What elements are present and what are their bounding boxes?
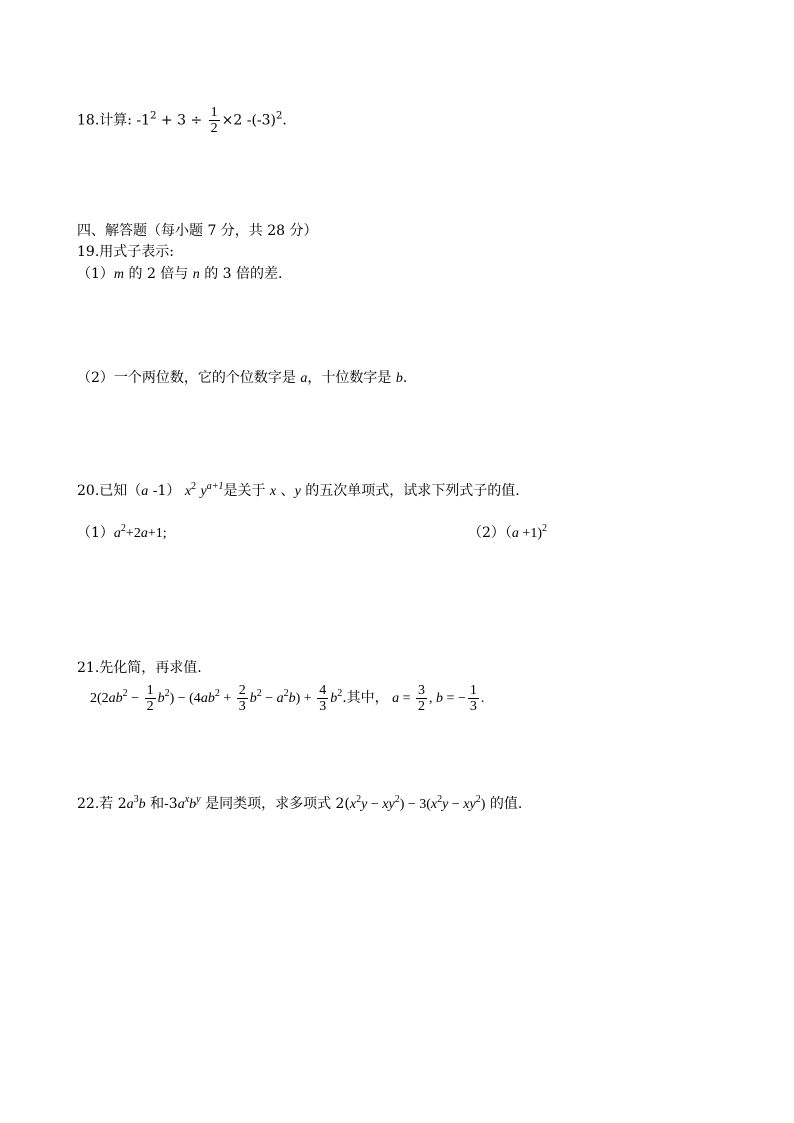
q20-y-exp: a+1	[206, 481, 224, 492]
q21-f1n: 1	[146, 683, 154, 699]
q18-exp2: 2	[276, 110, 283, 122]
q20-label: 20.已知（	[77, 483, 142, 499]
q21-f4n: 3	[418, 683, 426, 699]
q20-var-x: x	[184, 484, 192, 499]
q21-end: .	[480, 691, 485, 706]
q22-label: 22.若 2	[77, 796, 127, 812]
q21-e4v: b	[249, 691, 257, 706]
q21-f2n: 2	[238, 683, 246, 699]
q21-f4d: 2	[418, 699, 426, 715]
q21-frac-1	[145, 683, 156, 714]
q20-p2-exp: 2	[541, 523, 547, 534]
q22-t3: x	[430, 797, 438, 812]
q21-e5m: ) +	[295, 691, 316, 706]
q22-b2: b	[189, 797, 197, 812]
q22-t1: x	[349, 797, 357, 812]
q19-p1-mid: 的 2 倍与	[124, 266, 193, 282]
q21-eq1: =	[399, 691, 415, 706]
q21-frac-2	[237, 683, 248, 714]
question-21-expression	[90, 680, 484, 717]
q22-t4: xy	[463, 797, 476, 812]
q18-label: 18.	[77, 112, 100, 129]
q19-p1-end: 的 3 倍的差.	[199, 266, 283, 282]
q21-comma: ,	[429, 691, 437, 706]
q22-t2: xy	[382, 797, 395, 812]
q20-p2-a: a	[511, 526, 519, 541]
q20-minus: -1）	[148, 483, 181, 499]
q21-f5d: 3	[469, 699, 477, 715]
q22-a2: a	[177, 797, 185, 812]
q21-e1x: 2	[122, 688, 128, 699]
question-20	[77, 482, 520, 501]
q21-e1v: ab	[108, 691, 123, 706]
q21-e1m: −	[127, 691, 143, 706]
q22-t3y: y	[442, 797, 449, 812]
q22-t1m: −	[367, 797, 383, 812]
q20-text: 是关于	[223, 483, 270, 499]
q21-e3v: ab	[200, 691, 215, 706]
q22-a2x: x	[184, 794, 190, 805]
q21-e3x: 2	[214, 688, 220, 699]
q21-e6t: .其中，	[342, 690, 389, 706]
q20-p1-a: a	[113, 526, 121, 541]
q21-f2d: 3	[238, 699, 246, 715]
q21-e3m: +	[219, 691, 235, 706]
q22-b2x: y	[196, 794, 201, 805]
q21-e5v: a	[276, 691, 284, 706]
question-20-part1	[77, 524, 167, 543]
q20-p2-label: （2）（	[468, 525, 512, 541]
question-22	[77, 795, 522, 814]
question-19-part1	[77, 265, 282, 284]
q20-sep: 、	[276, 483, 295, 499]
q19-p2-prefix: （2）一个两位数，它的个位数字是	[77, 370, 301, 386]
q22-t4e: )	[480, 797, 486, 812]
q20-rest: 的五次单项式，试求下列式子的值.	[300, 483, 520, 499]
q22-end: 的值.	[485, 796, 523, 812]
q22-mid: 是同类项，求多项式 2(	[200, 796, 350, 812]
question-21-label: 21.先化简，再求值.	[77, 660, 202, 676]
q20-p1-label: （1）	[77, 525, 114, 541]
q21-e6x: 2	[337, 688, 343, 699]
q21-frac-3	[317, 683, 328, 714]
q19-p1-prefix: （1）	[77, 266, 114, 282]
q21-e4x: 2	[256, 688, 262, 699]
q19-var-n: n	[192, 267, 200, 282]
q18-part3: ×2 -(-3)	[221, 112, 277, 129]
q21-f3d: 3	[319, 699, 327, 715]
q19-p2-mid: ，十位数字是	[307, 370, 396, 386]
q21-e2m: ) − (4	[169, 691, 201, 706]
q18-frac-den: 2	[210, 121, 218, 136]
q22-a1x: 3	[133, 794, 139, 805]
q20-x-exp: 2	[191, 481, 197, 492]
q21-vb: b	[436, 691, 444, 706]
q22-t2e: ) − 3(	[399, 797, 431, 812]
q21-f5n: 1	[469, 683, 477, 699]
question-19-label: 19.用式子表示:	[77, 244, 174, 260]
q18-part2: + 3 ÷	[156, 112, 207, 129]
section-4-title: 四、解答题（每小题 7 分，共 28 分）	[77, 223, 318, 239]
q22-b1: b	[138, 797, 146, 812]
q21-e6v: b	[330, 691, 338, 706]
q21-va: a	[392, 691, 400, 706]
q20-p1-a2: a	[140, 526, 148, 541]
q21-eq2: = −	[443, 691, 466, 706]
q20-vx: x	[269, 484, 277, 499]
q20-p1-rest: +2	[125, 526, 141, 541]
q21-e5v2: b	[288, 691, 296, 706]
question-18	[77, 105, 287, 136]
q18-exp1: 2	[150, 110, 157, 122]
question-20-part2	[468, 524, 547, 543]
q19-var-b: b	[395, 371, 403, 386]
q22-t2x: 2	[394, 794, 400, 805]
q22-t1y: y	[361, 797, 368, 812]
q21-e5x: 2	[283, 688, 289, 699]
q18-frac-num: 1	[210, 105, 218, 120]
q21-frac-5	[468, 683, 479, 714]
q20-var-a: a	[141, 484, 149, 499]
q20-p1-exp: 2	[120, 523, 126, 534]
q21-e1: 2(2	[90, 691, 109, 706]
q18-fraction	[209, 105, 220, 136]
q22-t3m: −	[448, 797, 464, 812]
q21-e2v: b	[157, 691, 165, 706]
q19-var-m: m	[113, 267, 125, 282]
q20-p1-end: +1;	[147, 526, 167, 541]
q22-a1: a	[126, 797, 134, 812]
q18-end: .	[282, 112, 287, 129]
q21-e2x: 2	[164, 688, 170, 699]
q22-t3x: 2	[437, 794, 443, 805]
question-19-part2	[77, 369, 407, 388]
q21-e4m: −	[261, 691, 277, 706]
q21-f3n: 4	[319, 683, 327, 699]
q19-var-a: a	[300, 371, 308, 386]
q21-frac-4	[416, 683, 427, 714]
q22-t1x: 2	[356, 794, 362, 805]
q22-t4x: 2	[475, 794, 481, 805]
q20-var-y: y	[200, 484, 207, 499]
q22-and: 和-3	[145, 796, 178, 812]
q18-prefix: 计算: -1	[99, 112, 151, 129]
q20-vy: y	[294, 484, 301, 499]
q20-p2-rest: +1)	[518, 526, 542, 541]
q19-p2-end: .	[402, 370, 408, 386]
q21-f1d: 2	[146, 699, 154, 715]
